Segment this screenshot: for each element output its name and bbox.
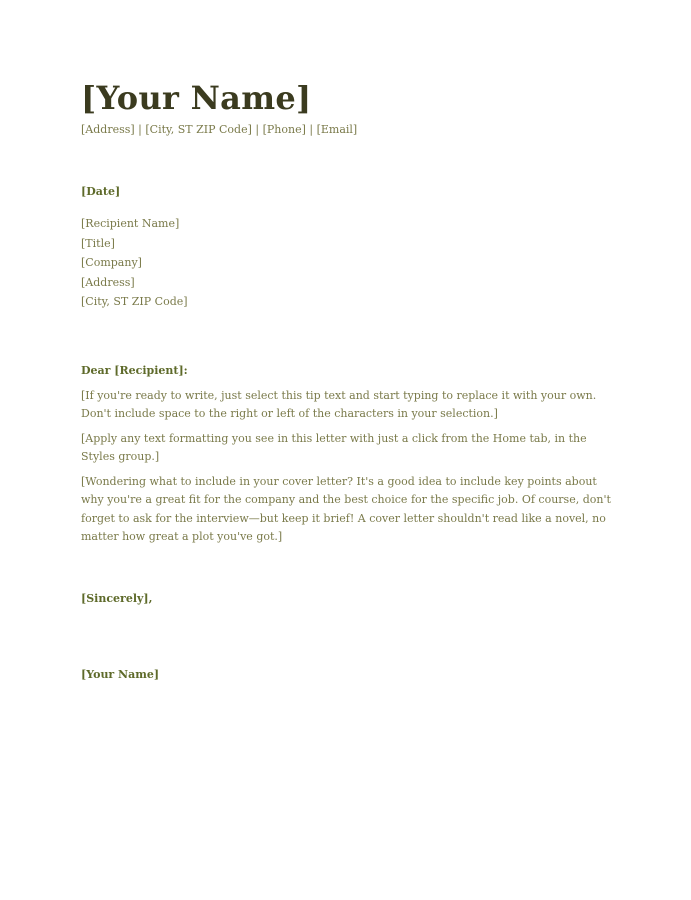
- signature-name[interactable]: [Your Name]: [81, 667, 160, 681]
- salutation[interactable]: Dear [Recipient]:: [81, 363, 188, 377]
- recipient-address[interactable]: [Address]: [81, 275, 135, 289]
- recipient-address-block: [81, 214, 621, 312]
- letter-date[interactable]: [Date]: [81, 185, 121, 198]
- letter-content: [81, 78, 621, 683]
- closing[interactable]: [Sincerely],: [81, 591, 153, 605]
- body-paragraph-1[interactable]: [If you're ready to write, just select this tip text and start typing to replace it with your own. Don't include space to the right or left of the characters in your selection.]: [81, 388, 597, 420]
- sender-contact-info[interactable]: [Address] | [City, ST ZIP Code] | [Phone] | [Email]: [81, 123, 358, 136]
- recipient-city-state-zip[interactable]: [City, ST ZIP Code]: [81, 295, 188, 308]
- recipient-title[interactable]: [Title]: [81, 236, 115, 250]
- body-paragraph-3[interactable]: [Wondering what to include in your cover letter? It's a good idea to include key points about why you're a great fit for the company and the best choice for the specific job. Of course, don't forget to ask for the interview—but keep it brief! A cover letter shouldn't read like a novel, no matter how great a plot you've got.]: [81, 474, 611, 543]
- sender-name-heading[interactable]: [Your Name]: [81, 79, 312, 117]
- recipient-name[interactable]: [Recipient Name]: [81, 217, 180, 230]
- recipient-company[interactable]: [Company]: [81, 256, 142, 269]
- body-paragraph-2[interactable]: [Apply any text formatting you see in this letter with just a click from the Home tab, in the Styles group.]: [81, 431, 587, 463]
